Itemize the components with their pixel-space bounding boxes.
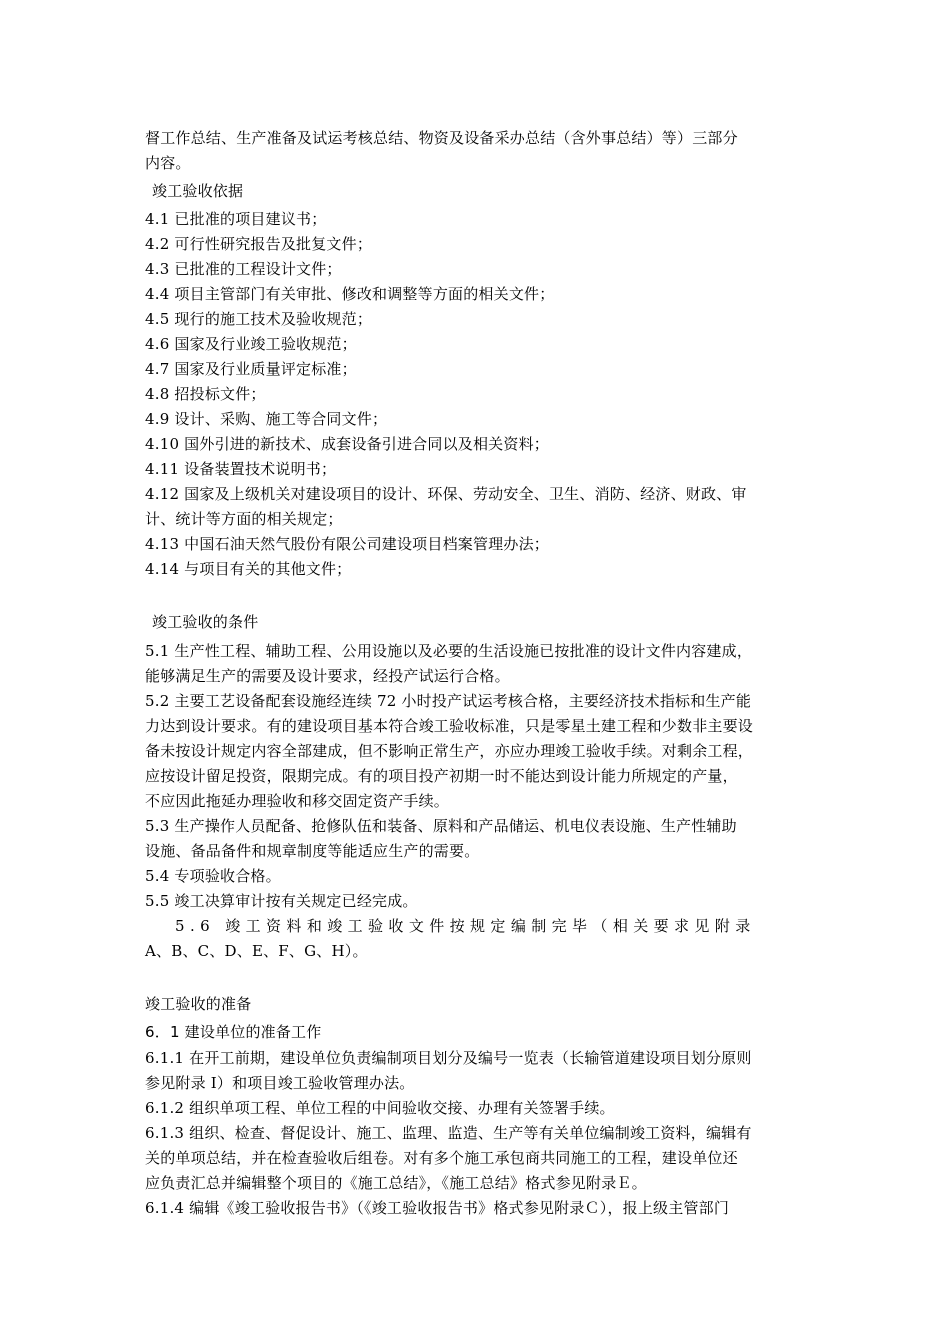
- list-item-continued: 计、统计等方面的相关规定；: [145, 510, 343, 528]
- paragraph-line: 6.1.3 组织、检查、督促设计、施工、监理、监造、生产等有关单位编制竣工资料，编辑有: [145, 1124, 752, 1142]
- list-item: 4.9 设计、采购、施工等合同文件；: [145, 410, 388, 428]
- list-item: 4.14 与项目有关的其他文件；: [145, 560, 352, 578]
- paragraph-line: 5.6 竣工资料和竣工验收文件按规定编制完毕（相关要求见附录: [175, 917, 756, 935]
- paragraph-line: 应负责汇总并编辑整个项目的《施工总结》，《施工总结》格式参见附录Ｅ。: [145, 1174, 647, 1192]
- list-item: 4.12 国家及上级机关对建设项目的设计、环保、劳动安全、卫生、消防、经济、财政、审: [145, 485, 747, 503]
- list-item: 4.5 现行的施工技术及验收规范；: [145, 310, 373, 328]
- section-heading-acceptance-basis: 竣工验收依据: [152, 182, 244, 200]
- paragraph-line: 6.1.2 组织单项工程、单位工程的中间验收交接、办理有关签署手续。: [145, 1099, 615, 1117]
- section-heading-acceptance-preparation: 竣工验收的准备: [145, 995, 252, 1013]
- paragraph-line: 5.5 竣工决算审计按有关规定已经完成。: [145, 892, 418, 910]
- list-item: 4.6 国家及行业竣工验收规范；: [145, 335, 357, 353]
- list-item: 4.2 可行性研究报告及批复文件；: [145, 235, 373, 253]
- section-heading-acceptance-conditions: 竣工验收的条件: [152, 613, 259, 631]
- paragraph-line: 力达到设计要求。有的建设项目基本符合竣工验收标准，只是零星土建工程和少数非主要设: [145, 717, 754, 735]
- text-line: 督工作总结、生产准备及试运考核总结、物资及设备采办总结（含外事总结）等）三部分: [145, 129, 738, 147]
- paragraph-line: 参见附录 I）和项目竣工验收管理办法。: [145, 1074, 415, 1092]
- paragraph-line: 备未按设计规定内容全部建成，但不影响正常生产，亦应办理竣工验收手续。对剩余工程，: [145, 742, 754, 760]
- list-item: 4.13 中国石油天然气股份有限公司建设项目档案管理办法；: [145, 535, 549, 553]
- paragraph-line: 5.3 生产操作人员配备、抢修队伍和装备、原料和产品储运、机电仪表设施、生产性辅助: [145, 817, 737, 835]
- paragraph-line: 设施、备品备件和规章制度等能适应生产的需要。: [145, 842, 480, 860]
- paragraph-line: 应按设计留足投资，限期完成。有的项目投产初期一时不能达到设计能力所规定的产量，: [145, 767, 738, 785]
- paragraph-line: 6.1.1 在开工前期，建设单位负责编制项目划分及编号一览表（长输管道建设项目划分原则: [145, 1049, 752, 1067]
- list-item: 4.11 设备装置技术说明书；: [145, 460, 337, 478]
- paragraph-line: A、B、C、D、E、F、G、H）。: [145, 942, 368, 960]
- list-item: 4.10 国外引进的新技术、成套设备引进合同以及相关资料；: [145, 435, 549, 453]
- list-item: 4.7 国家及行业质量评定标准；: [145, 360, 357, 378]
- paragraph-line: 不应因此拖延办理验收和移交固定资产手续。: [145, 792, 450, 810]
- list-item: 4.4 项目主管部门有关审批、修改和调整等方面的相关文件；: [145, 285, 555, 303]
- text-line: 内容。: [145, 154, 191, 172]
- paragraph-line: 5.1 生产性工程、辅助工程、公用设施以及必要的生活设施已按批准的设计文件内容建成，: [145, 642, 753, 660]
- subsection-heading-owner-preparation: 6．1 建设单位的准备工作: [145, 1023, 322, 1041]
- paragraph-line: 5.4 专项验收合格。: [145, 867, 281, 885]
- paragraph-line: 6.1.4 编辑《竣工验收报告书》（《竣工验收报告书》格式参见附录Ｃ），报上级主管部门: [145, 1199, 730, 1217]
- list-item: 4.8 招投标文件；: [145, 385, 266, 403]
- list-item: 4.1 已批准的项目建议书；: [145, 210, 327, 228]
- list-item: 4.3 已批准的工程设计文件；: [145, 260, 342, 278]
- paragraph-line: 能够满足生产的需要及设计要求，经投产试运行合格。: [145, 667, 510, 685]
- paragraph-line: 关的单项总结，并在检查验收后组卷。对有多个施工承包商共同施工的工程，建设单位还: [145, 1149, 738, 1167]
- paragraph-line: 5.2 主要工艺设备配套设施经连续 72 小时投产试运考核合格，主要经济技术指标和生产能: [145, 692, 752, 710]
